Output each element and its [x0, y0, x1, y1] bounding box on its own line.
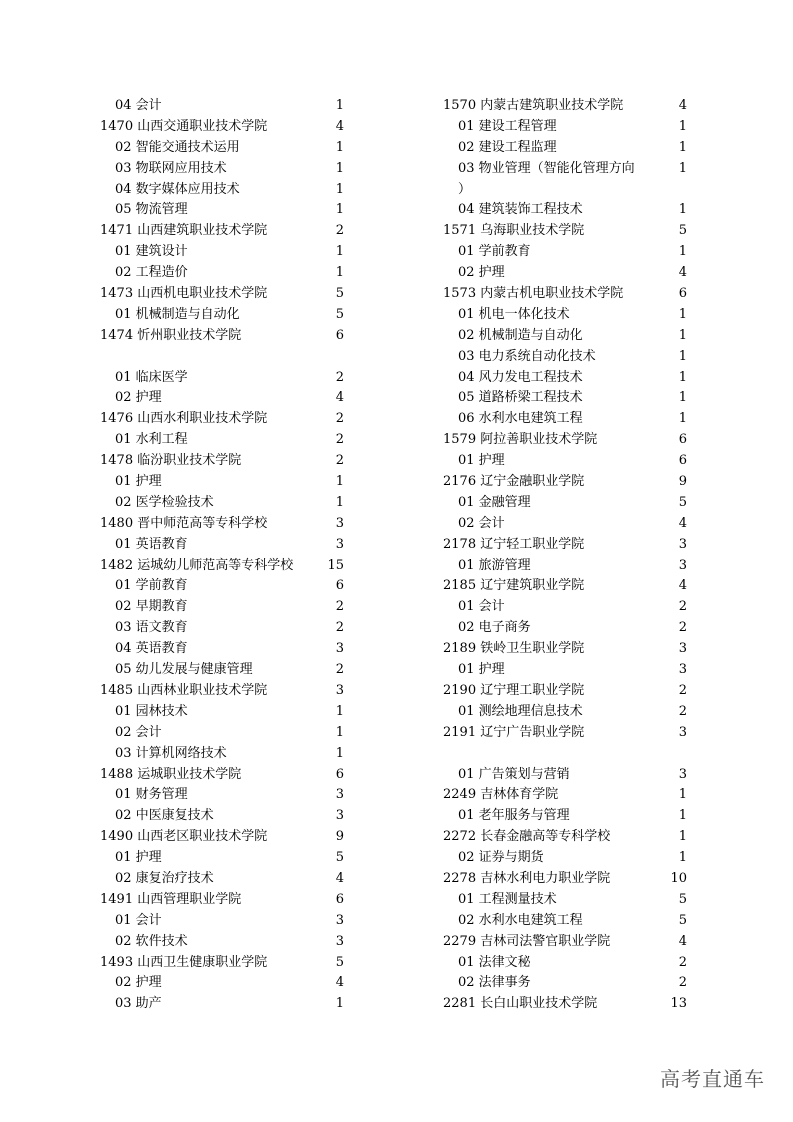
school-row — [443, 576, 691, 597]
major-row — [443, 973, 691, 994]
major-row — [100, 180, 348, 201]
program-label: 01 学前教育 — [115, 578, 188, 594]
major-row — [443, 911, 691, 932]
school-row — [443, 723, 691, 744]
major-row — [100, 138, 348, 159]
major-row — [443, 180, 691, 201]
program-label: 01 机电一体化技术 — [458, 306, 570, 322]
school-label: 2281 长白山职业技术学院 — [443, 996, 598, 1012]
major-row — [100, 660, 348, 681]
quota-count: 3 — [335, 808, 344, 824]
quota-count: 1 — [678, 808, 687, 824]
quota-count: 2 — [335, 599, 344, 615]
quota-count: 3 — [678, 662, 687, 678]
quota-count: 13 — [670, 996, 687, 1012]
program-label: 02 法律事务 — [458, 975, 531, 991]
quota-count: 9 — [335, 829, 344, 845]
quota-count: 5 — [678, 912, 687, 928]
program-label: 03 助产 — [115, 996, 162, 1012]
major-row — [100, 535, 348, 556]
school-row — [100, 681, 348, 702]
major-row — [443, 451, 691, 472]
major-row — [443, 159, 691, 180]
quota-count: 1 — [335, 703, 344, 719]
major-row — [443, 326, 691, 347]
quota-count: 3 — [335, 912, 344, 928]
program-label: 04 建筑装饰工程技术 — [458, 202, 583, 218]
program-label: 01 法律文秘 — [458, 954, 531, 970]
school-row — [100, 117, 348, 138]
school-row — [443, 284, 691, 305]
program-label: 03 物业管理（智能化管理方向 — [458, 160, 635, 176]
school-row — [100, 953, 348, 974]
school-label: 1471 山西建筑职业技术学院 — [100, 223, 268, 239]
quota-count: 5 — [335, 954, 344, 970]
program-label: 04 会计 — [115, 98, 162, 113]
quota-count: 1 — [335, 139, 344, 155]
program-label: 01 护理 — [458, 662, 505, 678]
quota-count: 4 — [335, 390, 344, 406]
major-row — [443, 848, 691, 869]
program-label: 01 学前教育 — [458, 244, 531, 260]
quota-count: 4 — [335, 870, 344, 886]
quota-count: 1 — [335, 265, 344, 281]
quota-count: 1 — [678, 118, 687, 134]
program-label: 02 康复治疗技术 — [115, 870, 214, 886]
quota-count: 3 — [678, 724, 687, 740]
school-label: 1490 山西老区职业技术学院 — [100, 829, 268, 845]
quota-count: 2 — [678, 599, 687, 615]
quota-count: 5 — [335, 850, 344, 866]
major-row — [100, 493, 348, 514]
program-label: 01 建设工程管理 — [458, 118, 557, 134]
program-label: 02 护理 — [115, 975, 162, 991]
major-row — [443, 242, 691, 263]
school-label: 1470 山西交通职业技术学院 — [100, 118, 268, 134]
program-label: 01 水利工程 — [115, 432, 188, 448]
major-row — [100, 159, 348, 180]
program-label: 01 工程测量技术 — [458, 891, 557, 907]
program-label: 01 财务管理 — [115, 787, 188, 803]
major-row — [443, 618, 691, 639]
quota-count: 15 — [327, 557, 344, 573]
school-row — [100, 765, 348, 786]
quota-count: 3 — [678, 536, 687, 552]
major-row — [100, 723, 348, 744]
program-label: 02 会计 — [115, 724, 162, 740]
quota-count: 4 — [335, 975, 344, 991]
program-label: 06 水利水电建筑工程 — [458, 411, 583, 427]
program-label: 04 风力发电工程技术 — [458, 369, 583, 385]
school-row — [443, 96, 691, 117]
quota-count: 1 — [678, 244, 687, 260]
quota-count: 1 — [678, 369, 687, 385]
right-column — [443, 96, 691, 1015]
program-label: 02 早期教育 — [115, 599, 188, 615]
program-label: 05 幼儿发展与健康管理 — [115, 662, 253, 678]
program-label: 02 工程造价 — [115, 265, 188, 281]
quota-count: 1 — [335, 244, 344, 260]
school-row — [443, 994, 691, 1015]
quota-count: 6 — [335, 578, 344, 594]
major-row — [443, 702, 691, 723]
school-row — [100, 890, 348, 911]
quota-count: 1 — [678, 850, 687, 866]
major-row — [100, 430, 348, 451]
school-label: 2278 吉林水利电力职业学院 — [443, 870, 611, 886]
major-row — [100, 305, 348, 326]
quota-count: 2 — [678, 954, 687, 970]
major-row — [100, 702, 348, 723]
school-row — [100, 451, 348, 472]
quota-count: 1 — [335, 724, 344, 740]
major-row — [100, 869, 348, 890]
program-label: 02 水利水电建筑工程 — [458, 912, 583, 928]
program-label: 02 智能交通技术运用 — [115, 139, 240, 155]
school-label: 2272 长春金融高等专科学校 — [443, 829, 611, 845]
quota-count: 6 — [335, 891, 344, 907]
quota-count: 4 — [335, 118, 344, 134]
major-row — [443, 388, 691, 409]
program-label: 01 广告策划与营销 — [458, 766, 570, 782]
program-label: 01 英语教育 — [115, 536, 188, 552]
major-row — [443, 556, 691, 577]
major-row — [100, 472, 348, 493]
program-label: 01 护理 — [115, 474, 162, 490]
quota-count: 1 — [335, 98, 344, 113]
quota-count: 4 — [678, 265, 687, 281]
school-row — [443, 827, 691, 848]
program-label: 01 旅游管理 — [458, 557, 531, 573]
quota-count: 1 — [335, 996, 344, 1012]
quota-count: 6 — [678, 453, 687, 469]
quota-count: 2 — [335, 369, 344, 385]
school-label: 1485 山西林业职业技术学院 — [100, 682, 268, 698]
quota-count: 9 — [678, 474, 687, 490]
quota-count: 2 — [335, 453, 344, 469]
major-row — [100, 263, 348, 284]
program-label: 01 园林技术 — [115, 703, 188, 719]
school-row — [443, 221, 691, 242]
school-row — [443, 535, 691, 556]
blank-row — [100, 347, 348, 368]
quota-count: 1 — [678, 139, 687, 155]
quota-count: 4 — [678, 98, 687, 113]
quota-count: 3 — [678, 766, 687, 782]
program-label: 05 道路桥梁工程技术 — [458, 390, 583, 406]
school-label: 2279 吉林司法警官职业学院 — [443, 933, 611, 949]
quota-count: 1 — [335, 202, 344, 218]
school-row — [443, 639, 691, 660]
school-label: 1573 内蒙古机电职业技术学院 — [443, 286, 624, 302]
quota-count: 1 — [335, 494, 344, 510]
school-row — [443, 932, 691, 953]
school-row — [100, 827, 348, 848]
quota-count: 5 — [678, 891, 687, 907]
major-row — [443, 953, 691, 974]
program-label: 01 临床医学 — [115, 369, 188, 385]
school-row — [443, 681, 691, 702]
quota-count: 4 — [678, 933, 687, 949]
blank-row — [443, 744, 691, 765]
quota-count: 3 — [335, 641, 344, 657]
school-label: 1570 内蒙古建筑职业技术学院 — [443, 98, 624, 113]
quota-count: 4 — [678, 515, 687, 531]
quota-count: 2 — [678, 703, 687, 719]
major-row — [100, 744, 348, 765]
school-label: 2185 辽宁建筑职业学院 — [443, 578, 585, 594]
school-row — [100, 221, 348, 242]
major-row — [443, 493, 691, 514]
major-row — [443, 660, 691, 681]
program-label: 03 物联网应用技术 — [115, 160, 227, 176]
program-label: ） — [458, 181, 472, 197]
major-row — [100, 973, 348, 994]
major-row — [443, 890, 691, 911]
quota-count: 4 — [678, 578, 687, 594]
school-label: 1478 临汾职业技术学院 — [100, 453, 242, 469]
quota-count: 1 — [678, 327, 687, 343]
major-row — [443, 117, 691, 138]
program-label: 02 建设工程监理 — [458, 139, 557, 155]
left-column — [100, 96, 348, 1015]
quota-count: 3 — [335, 787, 344, 803]
program-label: 02 会计 — [458, 515, 505, 531]
quota-count: 2 — [678, 975, 687, 991]
school-label: 1493 山西卫生健康职业学院 — [100, 954, 268, 970]
major-row — [100, 806, 348, 827]
major-row — [443, 263, 691, 284]
quota-count: 5 — [678, 223, 687, 239]
program-label: 04 数字媒体应用技术 — [115, 181, 240, 197]
program-label: 04 英语教育 — [115, 641, 188, 657]
school-label: 2178 辽宁轻工职业学院 — [443, 536, 585, 552]
program-label: 01 护理 — [458, 453, 505, 469]
major-row — [100, 785, 348, 806]
quota-count: 2 — [335, 223, 344, 239]
program-label: 01 测绘地理信息技术 — [458, 703, 583, 719]
school-row — [443, 785, 691, 806]
school-row — [100, 556, 348, 577]
major-row — [100, 994, 348, 1015]
quota-count: 1 — [335, 745, 344, 761]
major-row — [100, 242, 348, 263]
school-label: 1579 阿拉善职业技术学院 — [443, 432, 598, 448]
school-label: 1491 山西管理职业学院 — [100, 891, 242, 907]
program-label: 02 软件技术 — [115, 933, 188, 949]
quota-count: 2 — [335, 620, 344, 636]
major-row — [443, 514, 691, 535]
major-row — [443, 368, 691, 389]
program-label: 02 电子商务 — [458, 620, 531, 636]
major-row — [100, 639, 348, 660]
major-row — [100, 368, 348, 389]
major-row — [443, 409, 691, 430]
quota-count: 1 — [678, 202, 687, 218]
major-row — [100, 576, 348, 597]
program-label: 01 护理 — [115, 850, 162, 866]
program-label: 01 建筑设计 — [115, 244, 188, 260]
program-label: 02 证券与期货 — [458, 850, 544, 866]
quota-count: 1 — [678, 390, 687, 406]
major-row — [443, 200, 691, 221]
school-label: 1571 乌海职业技术学院 — [443, 223, 585, 239]
school-label: 1480 晋中师范高等专科学校 — [100, 515, 268, 531]
major-row — [100, 96, 348, 117]
quota-count: 3 — [335, 515, 344, 531]
program-label: 02 医学检验技术 — [115, 494, 214, 510]
quota-count: 2 — [678, 682, 687, 698]
major-row — [443, 305, 691, 326]
school-row — [100, 284, 348, 305]
quota-count: 1 — [678, 829, 687, 845]
major-row — [100, 200, 348, 221]
major-row — [100, 597, 348, 618]
program-label: 02 护理 — [115, 390, 162, 406]
school-row — [100, 514, 348, 535]
program-label: 01 老年服务与管理 — [458, 808, 570, 824]
school-label: 1482 运城幼儿师范高等专科学校 — [100, 557, 294, 573]
quota-count: 5 — [335, 286, 344, 302]
school-label: 2190 辽宁理工职业学院 — [443, 682, 585, 698]
quota-count: 1 — [335, 160, 344, 176]
program-label: 02 中医康复技术 — [115, 808, 214, 824]
program-label: 03 语文教育 — [115, 620, 188, 636]
quota-count: 3 — [678, 557, 687, 573]
program-label: 03 计算机网络技术 — [115, 745, 227, 761]
school-label: 2191 辽宁广告职业学院 — [443, 724, 585, 740]
school-label: 2249 吉林体育学院 — [443, 787, 559, 803]
quota-count: 1 — [678, 411, 687, 427]
quota-count: 6 — [678, 432, 687, 448]
quota-count: 1 — [678, 348, 687, 364]
program-label: 02 机械制造与自动化 — [458, 327, 583, 343]
major-row — [100, 388, 348, 409]
program-label: 05 物流管理 — [115, 202, 188, 218]
program-label: 01 金融管理 — [458, 494, 531, 510]
school-row — [443, 472, 691, 493]
school-row — [443, 869, 691, 890]
watermark-text: 高考直通车 — [660, 1067, 765, 1091]
quota-count: 2 — [335, 432, 344, 448]
major-row — [100, 911, 348, 932]
school-label: 1476 山西水利职业技术学院 — [100, 411, 268, 427]
program-label: 01 会计 — [115, 912, 162, 928]
major-row — [100, 932, 348, 953]
major-row — [443, 347, 691, 368]
quota-count: 5 — [335, 306, 344, 322]
school-label: 1473 山西机电职业技术学院 — [100, 286, 268, 302]
school-row — [443, 430, 691, 451]
quota-count: 5 — [678, 494, 687, 510]
quota-count: 1 — [678, 787, 687, 803]
major-row — [100, 618, 348, 639]
quota-count: 6 — [678, 286, 687, 302]
quota-count: 10 — [670, 870, 687, 886]
quota-count: 3 — [678, 641, 687, 657]
major-row — [443, 597, 691, 618]
quota-count: 3 — [335, 536, 344, 552]
quota-count: 2 — [678, 620, 687, 636]
quota-count: 1 — [335, 181, 344, 197]
program-label: 03 电力系统自动化技术 — [458, 348, 596, 364]
quota-count: 1 — [335, 474, 344, 490]
major-row — [100, 848, 348, 869]
school-row — [100, 326, 348, 347]
quota-count: 2 — [335, 662, 344, 678]
quota-count: 3 — [335, 933, 344, 949]
quota-count: 3 — [335, 682, 344, 698]
program-label: 01 会计 — [458, 599, 505, 615]
quota-count: 1 — [678, 160, 687, 176]
major-row — [443, 806, 691, 827]
school-label: 2189 铁岭卫生职业学院 — [443, 641, 585, 657]
quota-count: 2 — [335, 411, 344, 427]
school-label: 2176 辽宁金融职业学院 — [443, 474, 585, 490]
major-row — [443, 138, 691, 159]
quota-count: 1 — [678, 306, 687, 322]
program-label: 01 机械制造与自动化 — [115, 306, 240, 322]
school-label: 1474 忻州职业技术学院 — [100, 327, 242, 343]
quota-count: 6 — [335, 766, 344, 782]
quota-count: 6 — [335, 327, 344, 343]
school-label: 1488 运城职业技术学院 — [100, 766, 242, 782]
major-row — [443, 765, 691, 786]
program-label: 02 护理 — [458, 265, 505, 281]
school-row — [100, 409, 348, 430]
